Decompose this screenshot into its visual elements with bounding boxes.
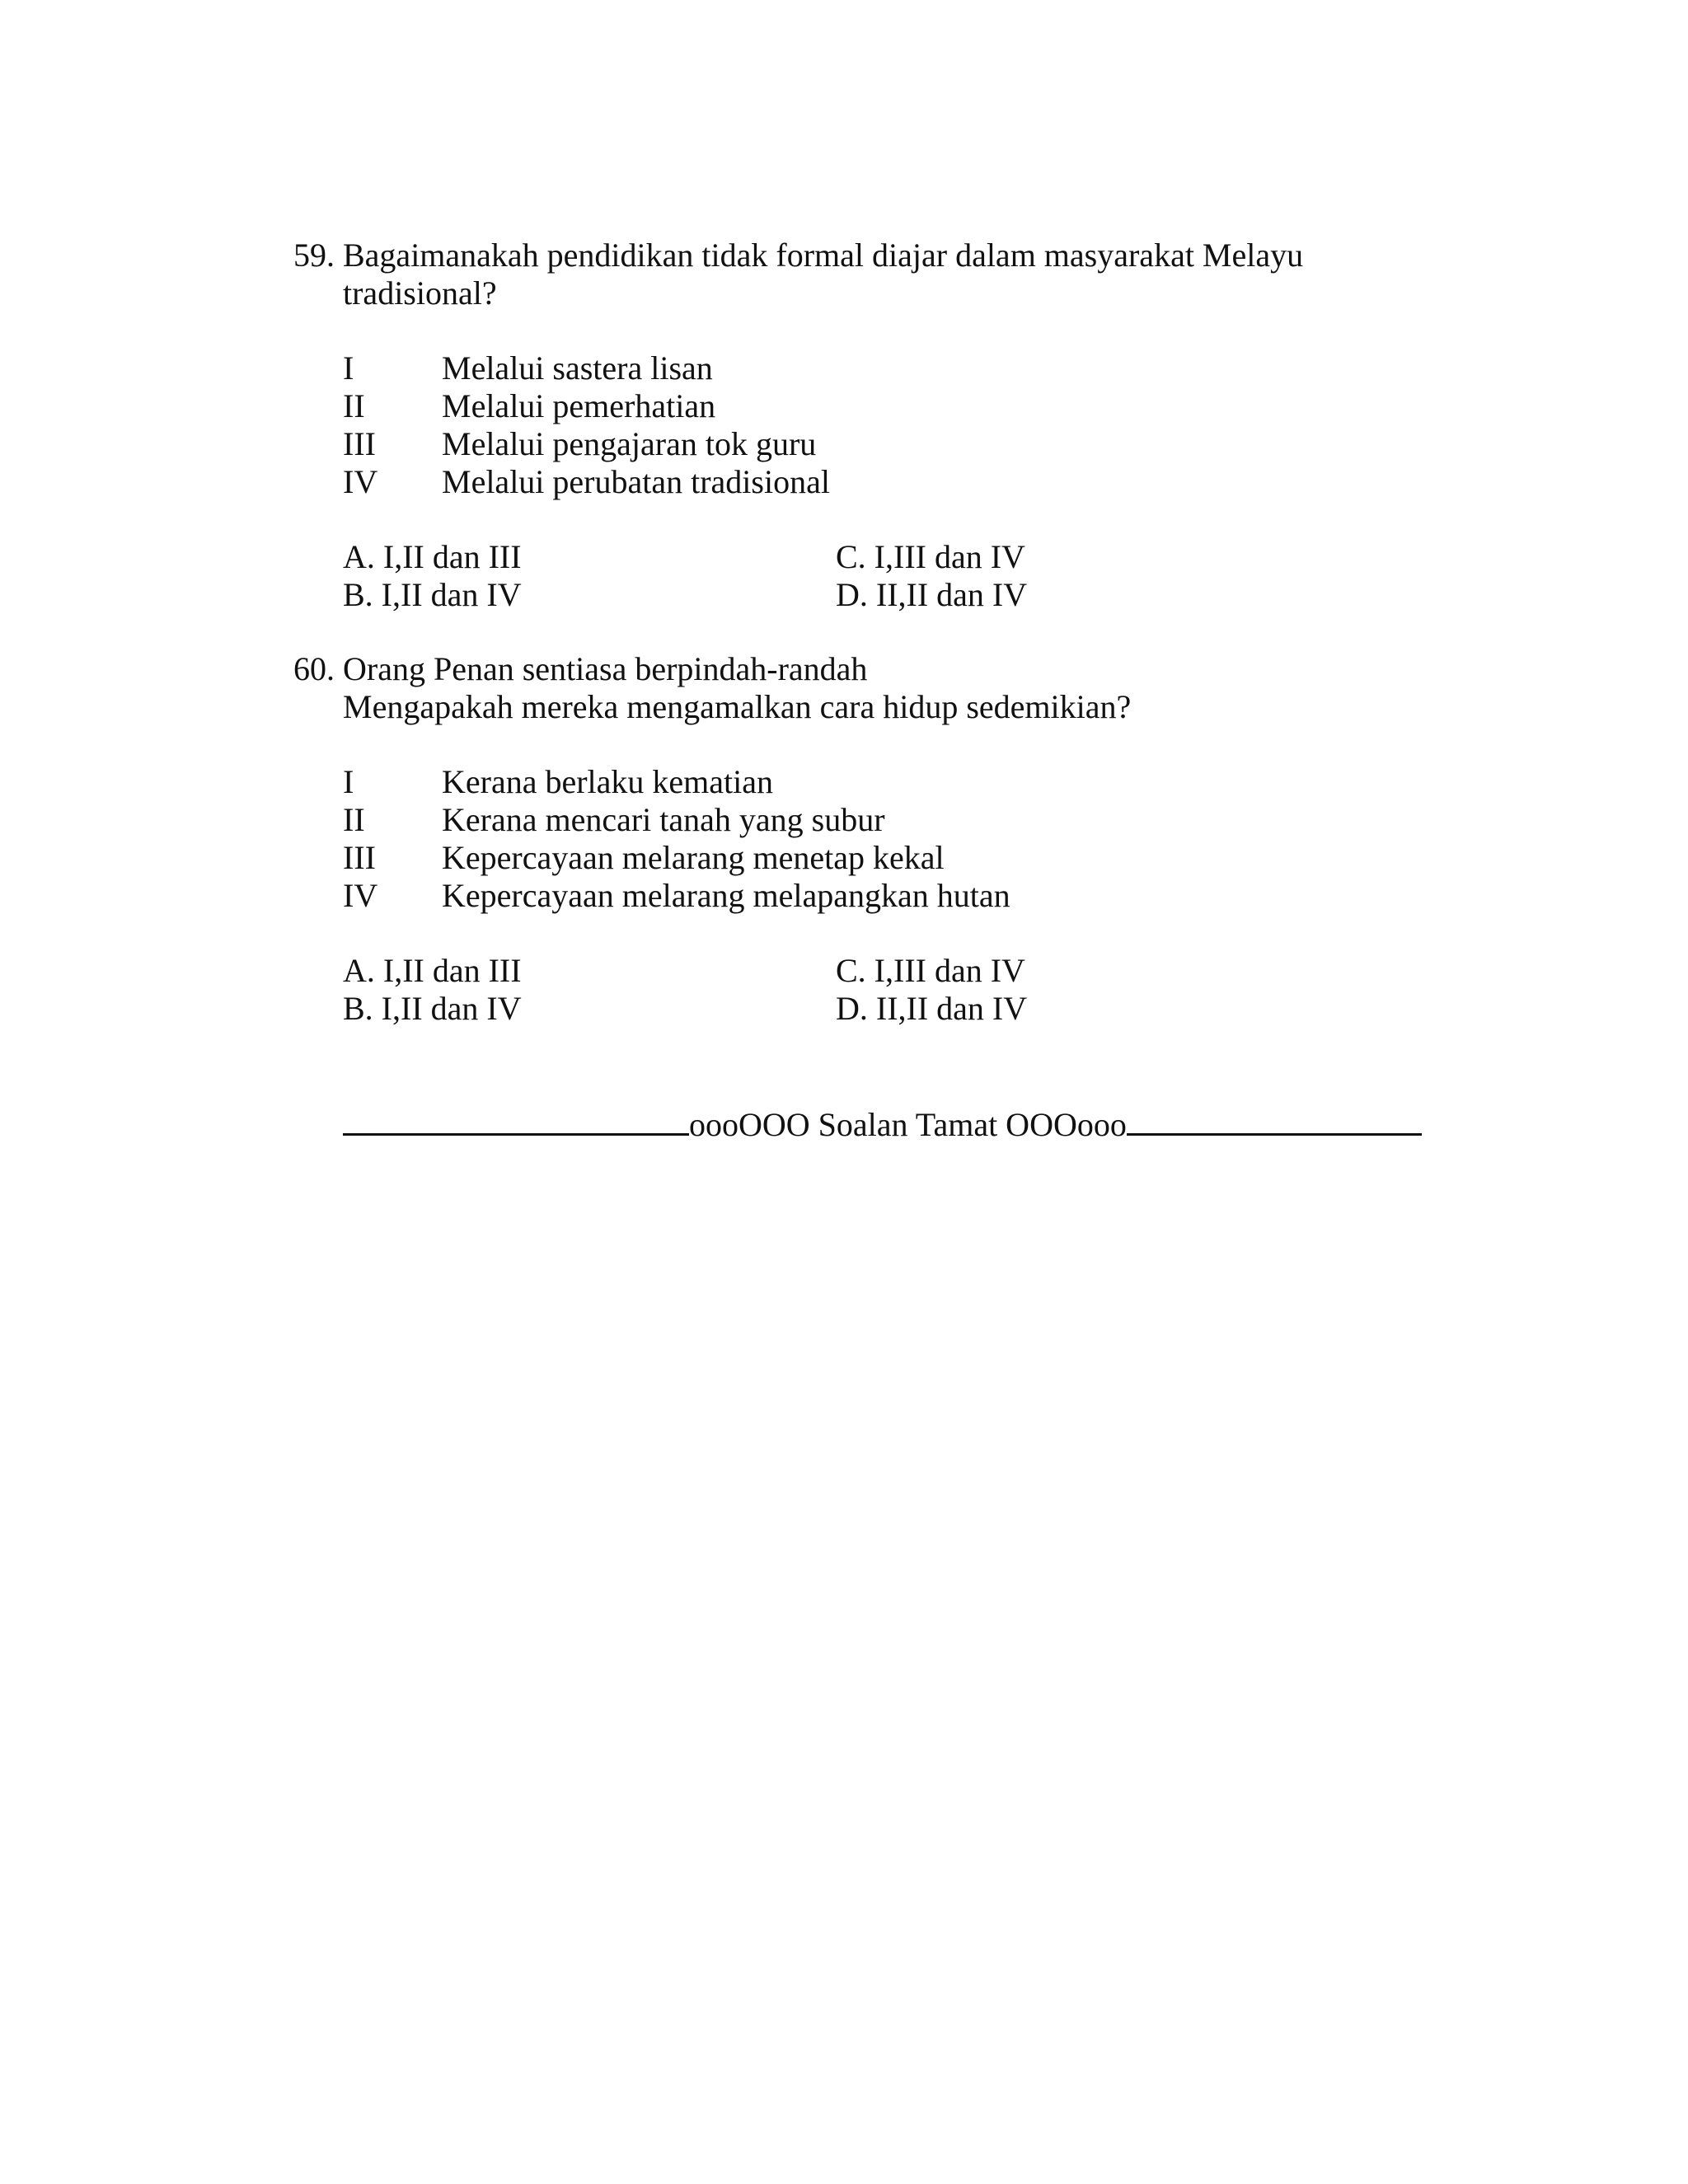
option-b: B. I,II dan IV [343,576,522,613]
statement-numeral: IV [343,463,378,500]
statement-text: Kepercayaan melarang menetap kekal [442,839,945,876]
statement-item [343,387,1447,425]
statement-text: Melalui pengajaran tok guru [442,425,817,462]
statement-list [293,349,1447,501]
option-d: D. II,II dan IV [836,990,1028,1027]
question-stem-line [293,688,1447,726]
question-stem-text: Orang Penan sentiasa berpindah-randah [343,650,868,687]
option-c: C. I,III dan IV [836,538,1025,575]
question-stem-line [293,274,1447,312]
statement-numeral: I [343,763,354,800]
question-number: 59. [293,237,335,274]
statement-list [293,763,1447,915]
underline-rule-left [343,1102,689,1136]
option-b: B. I,II dan IV [343,990,522,1027]
statement-item [343,425,1447,463]
underline-rule-right [1127,1102,1422,1136]
question-stem-line [293,650,1447,688]
end-marker-text: oooOOO Soalan Tamat OOOooo [689,1106,1127,1143]
statement-item [343,839,1447,877]
statement-numeral: IV [343,877,378,914]
statement-numeral: II [343,387,365,424]
statement-item [343,463,1447,501]
question-number: 60. [293,650,335,687]
option-a: A. I,II dan III [343,538,522,575]
statement-text: Kerana berlaku kematian [442,763,774,800]
end-of-paper-marker [343,1102,1423,1144]
statement-text: Melalui pemerhatian [442,387,716,424]
option-d: D. II,II dan IV [836,576,1028,613]
statement-numeral: III [343,425,376,462]
question-60 [293,650,1447,1028]
statement-item [343,877,1447,915]
statement-item [343,801,1447,839]
statement-numeral: II [343,801,365,838]
statement-text: Kepercayaan melarang melapangkan hutan [442,877,1010,914]
statement-numeral: III [343,839,376,876]
option-c: C. I,III dan IV [836,952,1025,989]
statement-numeral: I [343,349,354,387]
statement-text: Melalui perubatan tradisional [442,463,830,500]
answer-options [293,952,1447,1028]
statement-item [343,349,1447,387]
question-stem-text: Mengapakah mereka mengamalkan cara hidup sedemikian? [343,688,1132,725]
question-stem-text: Bagaimanakah pendidikan tidak formal diajar dalam masyarakat Melayu [343,237,1304,274]
question-59 [293,237,1447,614]
option-a: A. I,II dan III [343,952,522,989]
statement-text: Melalui sastera lisan [442,349,713,387]
answer-options [293,538,1447,614]
statement-text: Kerana mencari tanah yang subur [442,801,885,838]
question-stem-line [293,237,1447,274]
question-stem-text: tradisional? [343,274,497,312]
statement-item [343,763,1447,801]
